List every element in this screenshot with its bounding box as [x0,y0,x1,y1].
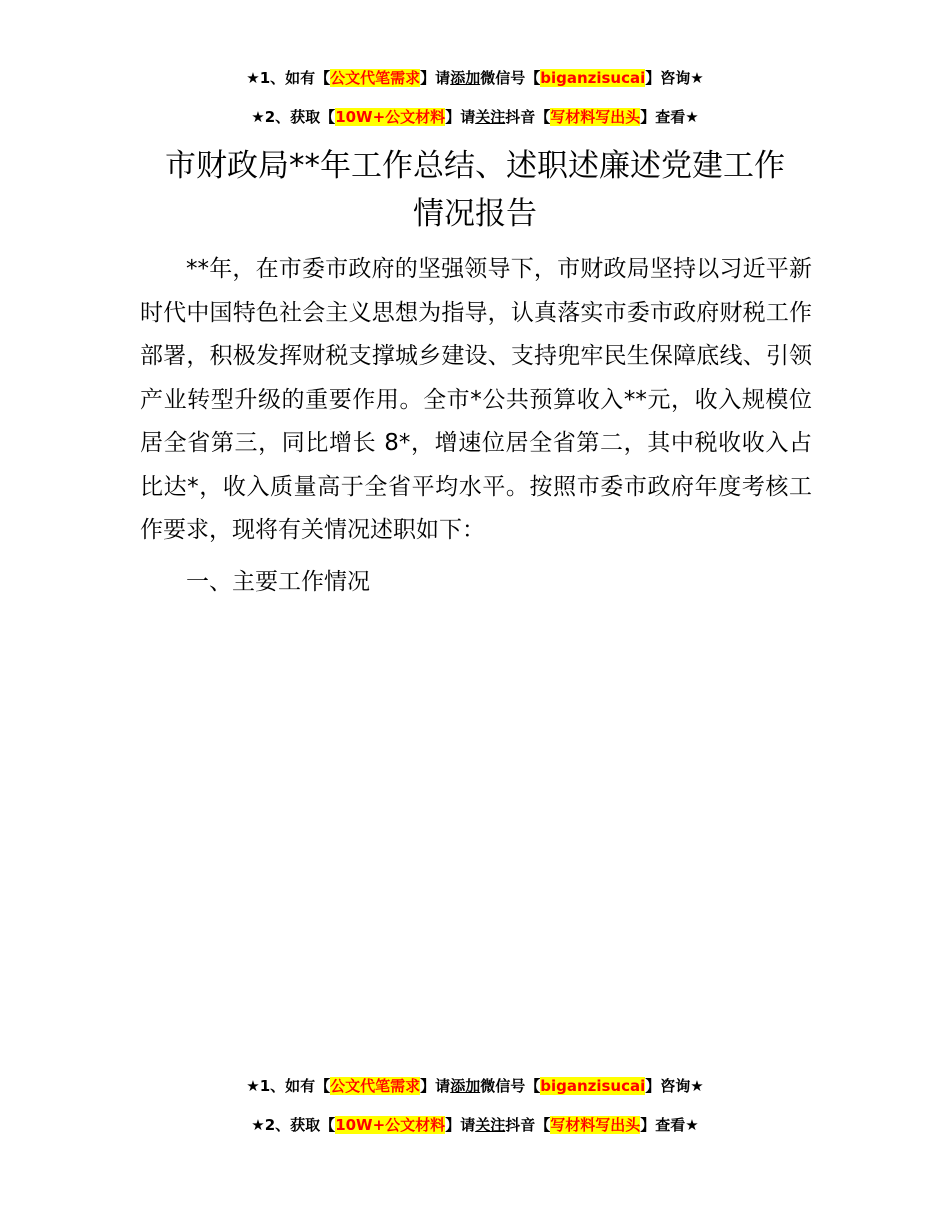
banner-text: 】查看★ [640,1116,699,1134]
banner-highlight: 10W+公文材料 [335,108,446,126]
document-title [140,142,810,238]
banner-text: 】请 [420,1077,451,1095]
intro-paragraph: **年，在市委市政府的坚强领导下，市财政局坚持以习近平新时代中国特色社会主义思想为指导，认真落实市委市政府财税工作部署，积极发挥财税支撑城乡建设、支持兜牢民生保障底线、引领产业转型升级的重要作用。全市*公共预算收入**元，收入规模位居全省第三，同比增长 8*，增速位居全省第二，其中税收收入占比达*，收入质量高于全省平均水平。按照市委市政府年度考核工作要求，现将有关情况述职如下： [140,256,812,543]
banner-text: ★1、如有【 [246,69,331,87]
footer-banner [0,1076,950,1135]
banner-text: 抖音【 [505,108,551,126]
title-line-2: 情况报告 [413,196,537,232]
banner-highlight: biganzisucai [540,1077,646,1095]
banner-text: 】请 [420,69,451,87]
banner-highlight: 10W+公文材料 [335,1116,446,1134]
banner-highlight: 写材料写出头 [550,1116,641,1134]
banner-line-1 [0,1076,950,1096]
banner-underline: 添加 [450,1077,481,1095]
section-heading: 一、主要工作情况 [186,568,370,595]
banner-underline: 添加 [450,69,481,87]
banner-highlight: biganzisucai [540,69,646,87]
banner-text: ★2、获取【 [251,1116,336,1134]
banner-text: 微信号【 [480,1077,541,1095]
banner-text: 抖音【 [505,1116,551,1134]
banner-underline: 关注 [475,1116,506,1134]
banner-line-2 [0,107,950,127]
document-body [140,248,812,604]
banner-highlight: 公文代笔需求 [330,69,421,87]
header-banner [0,68,950,127]
banner-text: ★1、如有【 [246,1077,331,1095]
banner-text: ★2、获取【 [251,108,336,126]
banner-highlight: 公文代笔需求 [330,1077,421,1095]
banner-text: 微信号【 [480,69,541,87]
banner-line-2 [0,1115,950,1135]
title-line-1: 市财政局**年工作总结、述职述廉述党建工作 [165,148,785,184]
banner-text: 】咨询★ [645,1077,704,1095]
banner-text: 】咨询★ [645,69,704,87]
banner-text: 】请 [445,1116,476,1134]
banner-underline: 关注 [475,108,506,126]
banner-text: 】查看★ [640,108,699,126]
banner-line-1 [0,68,950,88]
banner-highlight: 写材料写出头 [550,108,641,126]
banner-text: 】请 [445,108,476,126]
